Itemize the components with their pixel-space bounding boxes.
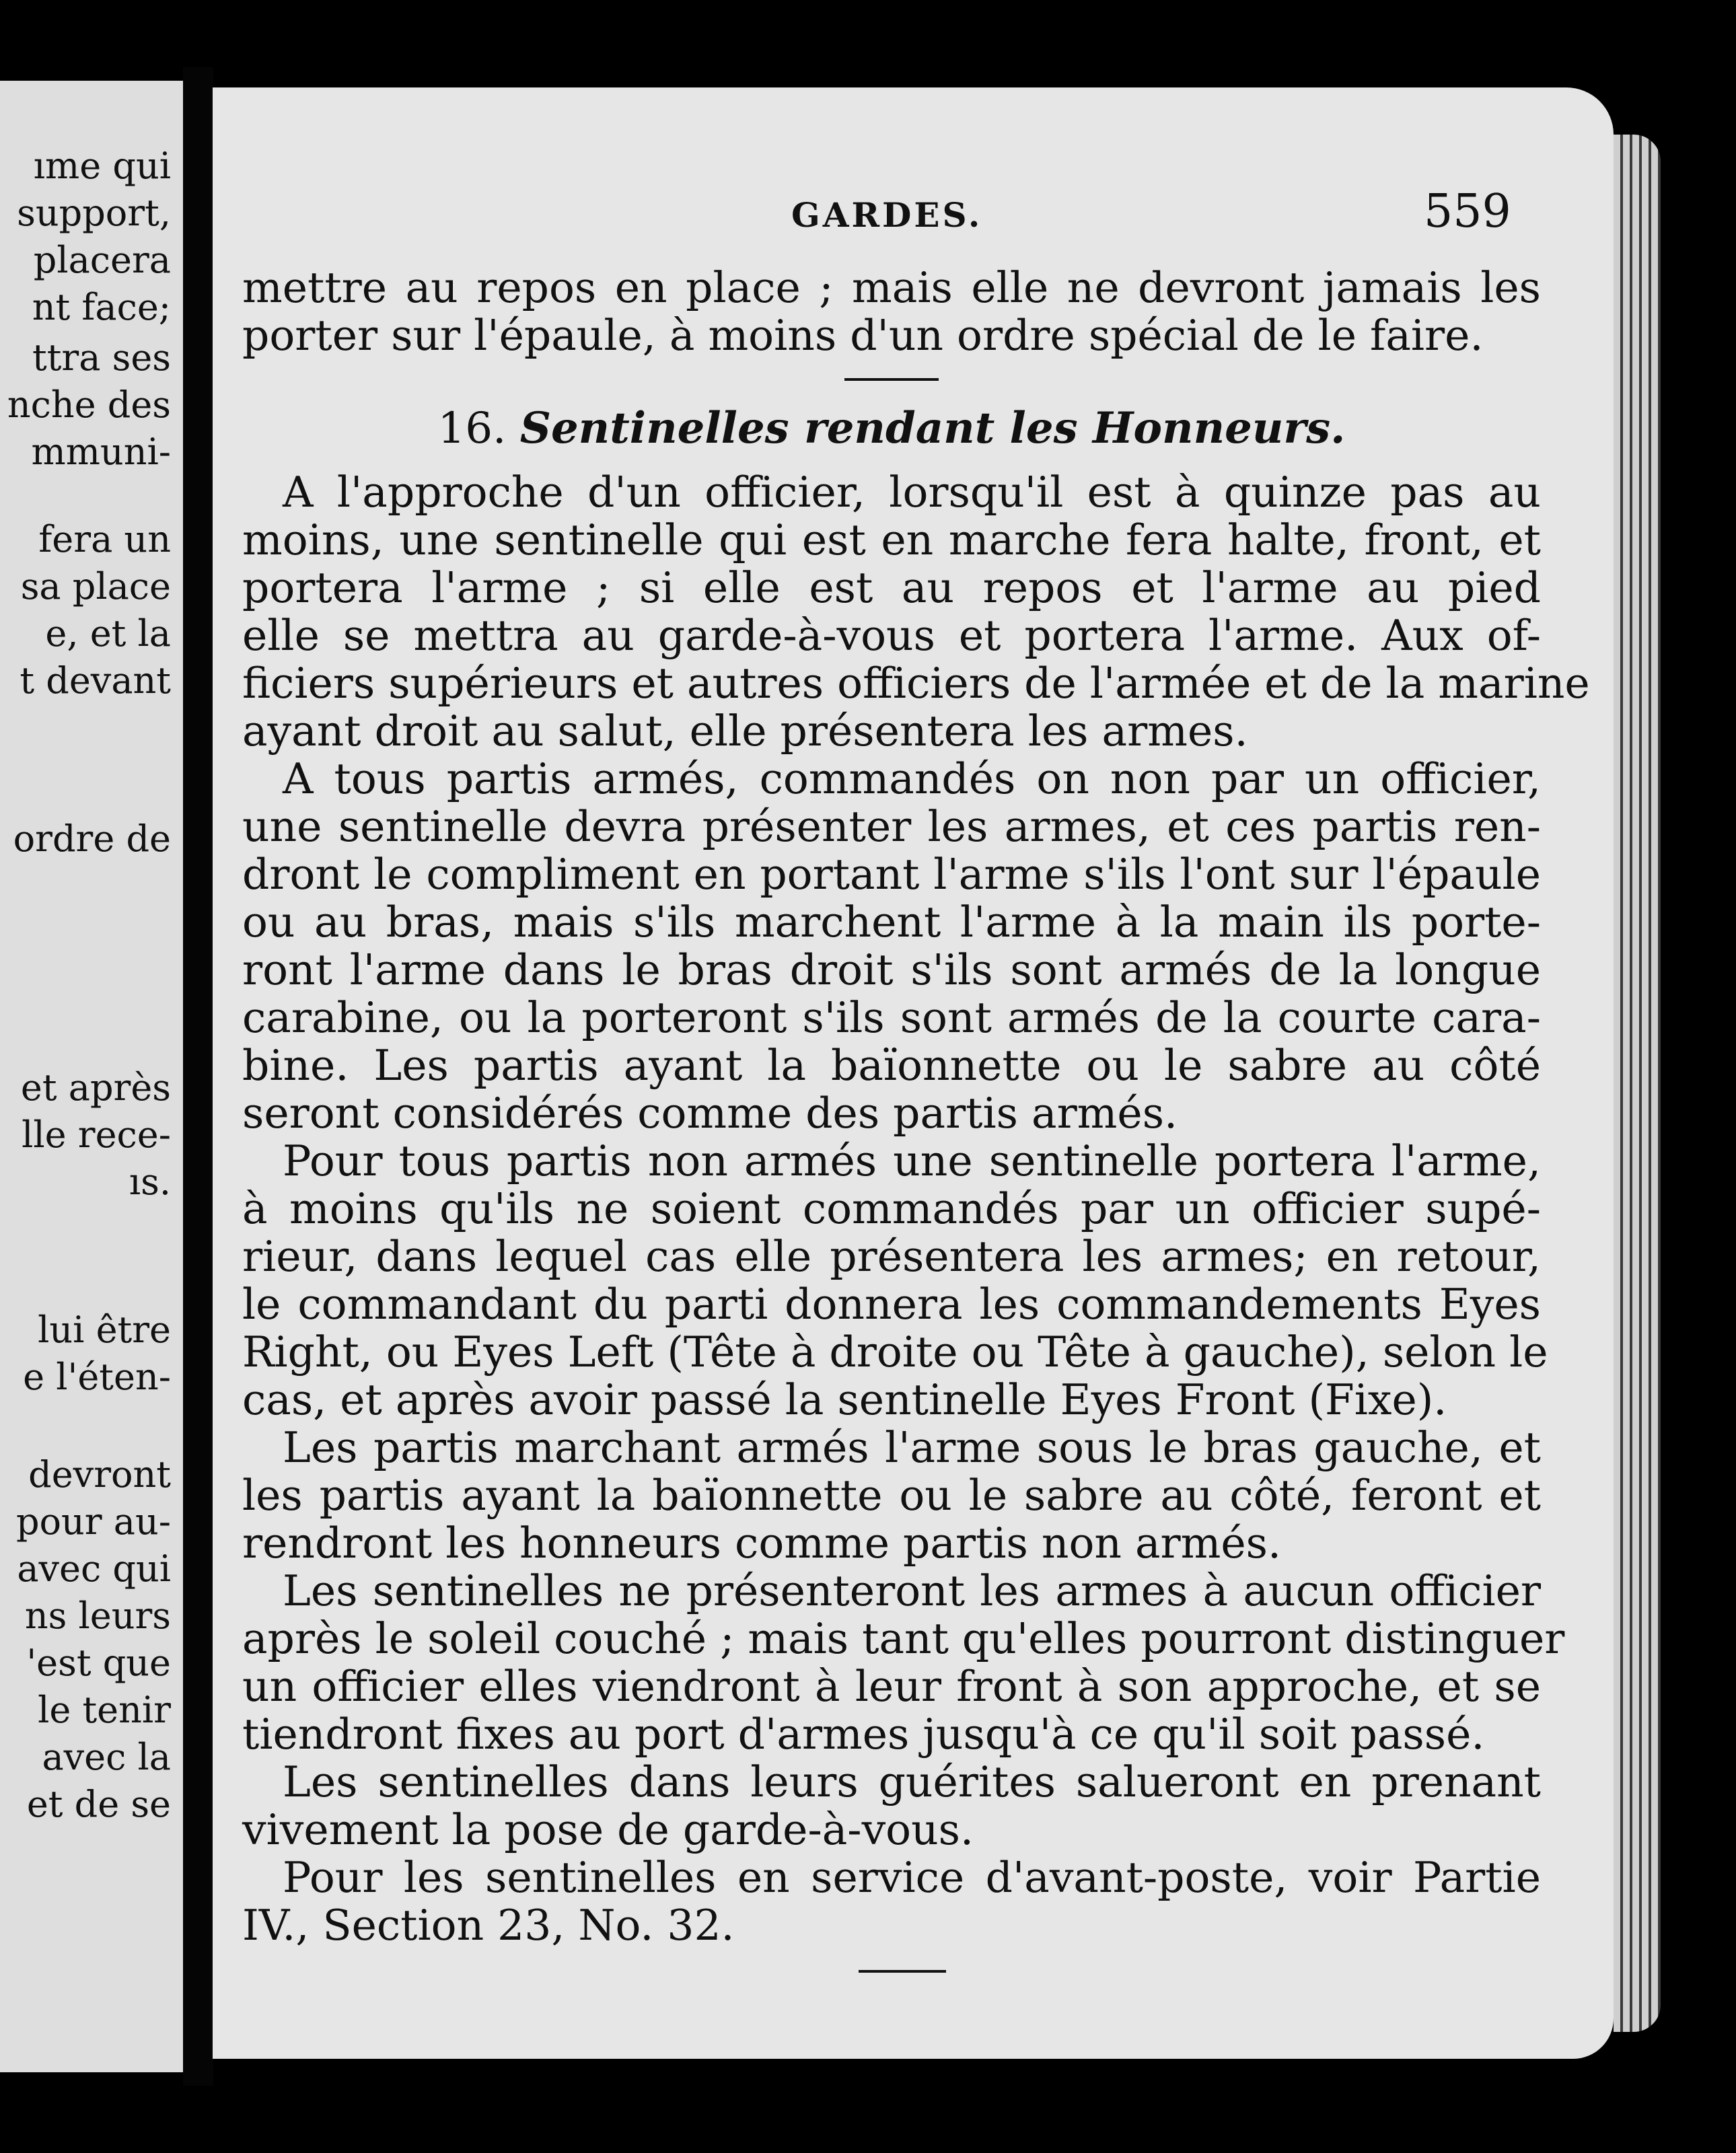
running-head: GARDES. (791, 195, 983, 235)
text-line: ront l'arme dans le bras droit s'ils sont armés de la longue (242, 945, 1541, 994)
facing-page-line: nche des (7, 384, 171, 426)
facing-page-line: support, (17, 192, 171, 234)
facing-page-line: 'est que (26, 1642, 171, 1684)
text-line: portera l'arme ; si elle est au repos et l'arme au pied (242, 563, 1541, 612)
section-number: 16. (437, 404, 507, 453)
text-line: Les sentinelles ne présenteront les armes à aucun officier (283, 1566, 1541, 1615)
facing-page-line: sa place (20, 565, 171, 608)
facing-page-line: et de se (26, 1783, 171, 1825)
text-line: dront le compliment en portant l'arme s'ils l'ont sur l'épaule (242, 850, 1541, 899)
section-body (242, 468, 1590, 1950)
book-page (213, 87, 1614, 2059)
page-text (242, 263, 1590, 1950)
facing-page (0, 81, 183, 2072)
facing-page-line: placera (33, 239, 171, 281)
facing-page-line: avec qui (17, 1547, 171, 1590)
text-line: mettre au repos en place ; mais elle ne devront jamais les (242, 263, 1541, 312)
text-line: rendront les honneurs comme partis non armés. (242, 1519, 1282, 1568)
facing-page-line: e l'éten- (23, 1356, 171, 1398)
text-line: rieur, dans lequel cas elle présentera les armes; en retour, (242, 1232, 1541, 1281)
text-line: à moins qu'ils ne soient commandés par un officier supé- (242, 1184, 1541, 1233)
facing-page-line: t devant (20, 659, 171, 702)
facing-page-line: pour au- (15, 1500, 171, 1543)
text-line: carabine, ou la porteront s'ils sont armés de la courte cara- (242, 993, 1541, 1042)
facing-page-line: e, et la (45, 612, 171, 655)
text-line: ou au bras, mais s'ils marchent l'arme à la main ils porte- (242, 898, 1541, 947)
facing-page-line: fera un (38, 518, 171, 560)
text-line: A l'approche d'un officier, lorsqu'il est à quinze pas au (283, 468, 1541, 517)
facing-page-line: ordre de (13, 817, 171, 860)
facing-page-line: nt face; (32, 286, 171, 328)
text-line: Les sentinelles dans leurs guérites salueront en prenant (283, 1757, 1541, 1807)
text-line: Pour les sentinelles en service d'avant-poste, voir Partie (283, 1853, 1541, 1902)
text-line: une sentinelle devra présenter les armes, et ces partis ren- (242, 802, 1541, 851)
facing-page-line: ns leurs (24, 1595, 171, 1637)
text-line: seront considérés comme des partis armés. (242, 1089, 1178, 1138)
text-line: A tous partis armés, commandés on non par un officier, (283, 754, 1541, 803)
text-line: tiendront fixes au port d'armes jusqu'à ce qu'il soit passé. (242, 1710, 1485, 1759)
facing-page-line: ttra ses (32, 336, 171, 379)
facing-page-line: ıs. (129, 1161, 171, 1203)
text-line: un officier elles viendront à leur front à son approche, et se (242, 1662, 1541, 1711)
text-line: Les partis marchant armés l'arme sous le bras gauche, et (283, 1423, 1541, 1472)
text-line: IV., Section 23, No. 32. (242, 1901, 735, 1950)
text-line: bine. Les partis ayant la baïonnette ou le sabre au côté (242, 1041, 1541, 1090)
text-line: elle se mettra au garde-à-vous et portera l'arme. Aux of- (242, 611, 1541, 660)
facing-page-line: et après (20, 1066, 171, 1109)
facing-page-line: lui être (38, 1309, 171, 1351)
facing-page-line: le tenir (38, 1689, 171, 1731)
text-line: après le soleil couché ; mais tant qu'elles pourront distinguer (242, 1614, 1565, 1663)
text-line: ficiers supérieurs et autres officiers de l'armée et de la marine (242, 659, 1590, 708)
text-line: porter sur l'épaule, à moins d'un ordre spécial de le faire. (242, 311, 1484, 360)
facing-page-line: devront (28, 1453, 171, 1496)
end-divider (859, 1970, 946, 1973)
text-line: vivement la pose de garde-à-vous. (242, 1805, 974, 1854)
text-line: Pour tous partis non armés une sentinelle portera l'arme, (283, 1136, 1541, 1185)
text-line: moins, une sentinelle qui est en marche fera halte, front, et (242, 515, 1541, 564)
facing-page-line: lle rece- (22, 1114, 171, 1156)
page-number: 559 (1424, 185, 1511, 238)
section-heading (242, 401, 1541, 456)
facing-page-line: avec la (42, 1736, 171, 1778)
facing-page-line: mmuni- (31, 431, 171, 473)
text-line: Right, ou Eyes Left (Tête à droite ou Tête à gauche), selon le (242, 1327, 1548, 1377)
section-title: Sentinelles rendant les Honneurs. (519, 403, 1346, 453)
text-line: les partis ayant la baïonnette ou le sabre au côté, feront et (242, 1471, 1541, 1520)
facing-page-line: ıme qui (33, 145, 171, 187)
section-divider (844, 378, 939, 381)
text-line: ayant droit au salut, elle présentera les armes. (242, 706, 1248, 756)
text-line: cas, et après avoir passé la sentinelle Eyes Front (Fixe). (242, 1375, 1447, 1424)
page-edges (1614, 135, 1661, 2032)
text-line: le commandant du parti donnera les commandements Eyes (242, 1280, 1541, 1329)
book-gutter (183, 67, 213, 2086)
